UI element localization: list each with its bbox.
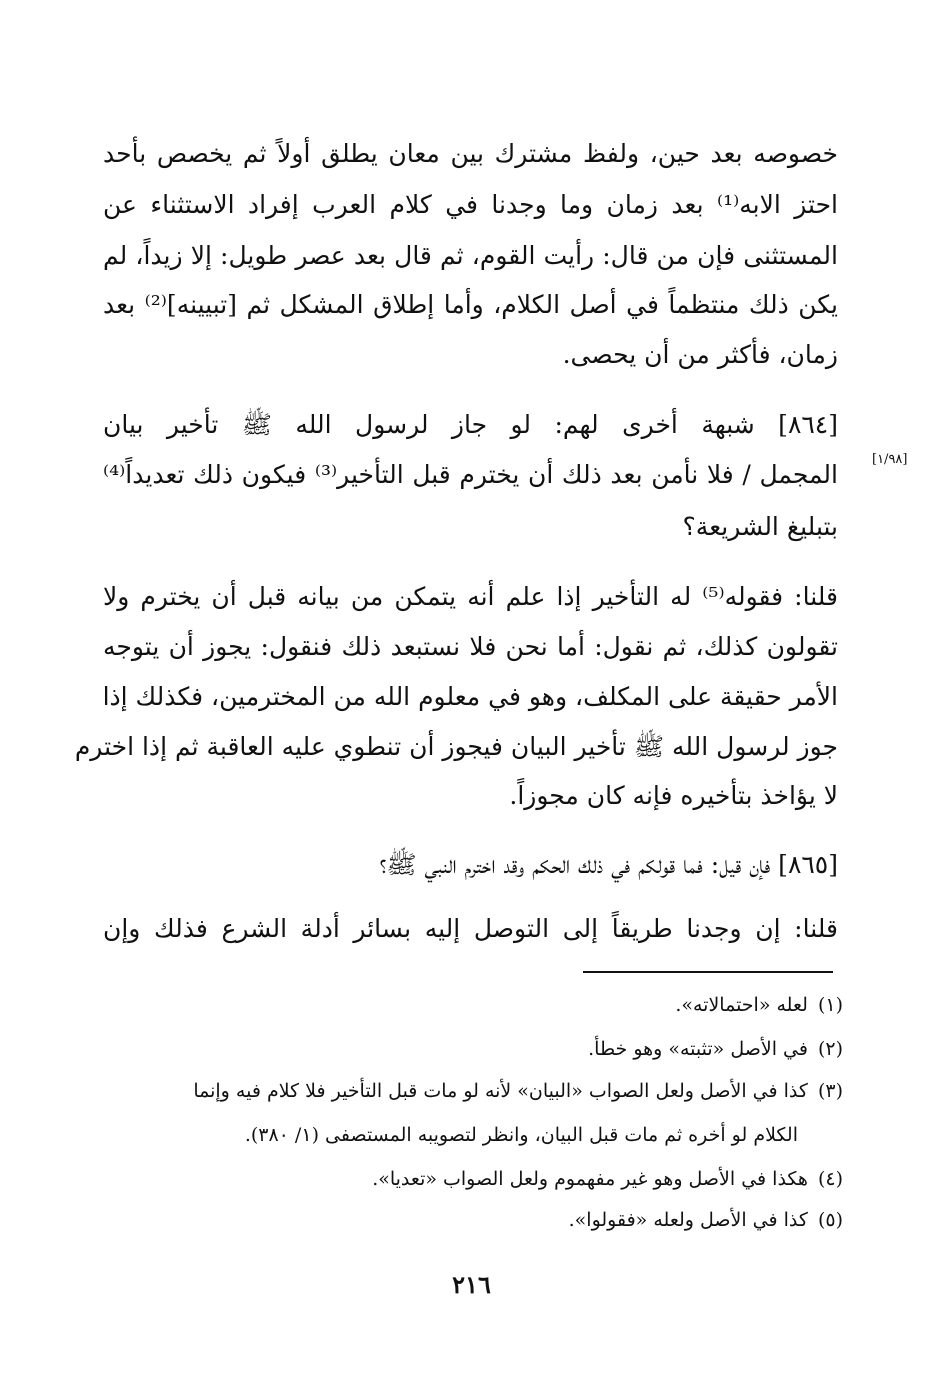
footnote-text: لعله «احتمالاته». xyxy=(675,994,808,1016)
body-line: يكن ذلك منتظماً في أصل الكلام، وأما إطلاق المشكل ثم [تبيينه]⁽²⁾ بعد xyxy=(103,290,838,319)
body-line: جوز لرسول الله ﷺ تأخير البيان فيجوز أن تنطوي عليه العاقبة ثم إذا اخترم xyxy=(74,732,838,761)
page-number: ٢١٦ xyxy=(452,1270,491,1299)
body-line: احتز الابه⁽¹⁾ بعد زمان وما وجدنا في كلام العرب إفراد الاستثناء عن xyxy=(103,190,839,219)
footnote-number: (٣) xyxy=(817,1080,843,1102)
footnote-number: (٢) xyxy=(817,1038,843,1060)
body-line: خصوصه بعد حين، ولفظ مشترك بين معان يطلق أولاً ثم يخصص بأحد xyxy=(103,139,838,168)
footnote xyxy=(98,990,843,1020)
body-line: قلنا: إن وجدنا طريقاً إلى التوصل إليه بسائر أدلة الشرع فذلك وإن xyxy=(103,914,838,943)
footnote-number: (١) xyxy=(817,994,843,1016)
margin-folio-note: [١/٩٨] xyxy=(872,452,908,467)
body-line: تقولون كذلك، ثم نقول: أما نحن فلا نستبعد ذلك فنقول: يجوز أن يتوجه xyxy=(103,632,838,661)
body-line: المستثنى فإن من قال: رأيت القوم، ثم قال بعد عصر طويل: إلا زيداً، لم xyxy=(103,241,838,270)
footnote xyxy=(98,1164,843,1194)
footnote-number: (٤) xyxy=(817,1168,843,1190)
body-line: لا يؤاخذ بتأخيره فإنه كان مجوزاً. xyxy=(509,781,838,810)
footnote xyxy=(98,1034,843,1064)
body-line: [٨٦٤] شبهة أخرى لهم: لو جاز لرسول الله ﷺ تأخير بيان xyxy=(103,410,838,439)
footnote-text: كذا في الأصل ولعله «فقولوا». xyxy=(568,1209,808,1231)
footnote-number: (٥) xyxy=(817,1209,843,1231)
body-line: بتبليغ الشريعة؟ xyxy=(682,512,838,541)
body-line: زمان، فأكثر من أن يحصى. xyxy=(562,340,838,369)
body-line: قلنا: فقوله⁽⁵⁾ له التأخير إذا علم أنه يتمكن من بيانه قبل أن يخترم ولا xyxy=(103,582,838,611)
footnote-continuation: الكلام لو أخره ثم مات قبل البيان، وانظر لتصويبه المستصفى (١/ ٣٨٠). xyxy=(244,1124,798,1146)
body-line: المجمل / فلا نأمن بعد ذلك أن يخترم قبل التأخير⁽³⁾ فيكون ذلك تعديداً⁽⁴⁾ xyxy=(103,460,838,489)
body-line: [٨٦٥] فإن قيل: فما قولكم في ذلك الحكم وقد اخترم النبي ﷺ؟ xyxy=(379,850,838,879)
footnote-text: هكذا في الأصل وهو غير مفهموم ولعل الصواب «تعديا». xyxy=(372,1168,808,1190)
footnote-separator xyxy=(583,971,833,973)
footnote xyxy=(98,1076,843,1106)
footnote xyxy=(98,1205,843,1235)
footnote-text: كذا في الأصل ولعل الصواب «البيان» لأنه لو مات قبل التأخير فلا كلام فيه وإنما xyxy=(193,1080,808,1102)
footnote-text: في الأصل «تثبته» وهو خطأ. xyxy=(588,1038,808,1060)
body-line: الأمر حقيقة على المكلف، وهو في معلوم الله من المخترمين، فكذلك إذا xyxy=(102,682,838,711)
